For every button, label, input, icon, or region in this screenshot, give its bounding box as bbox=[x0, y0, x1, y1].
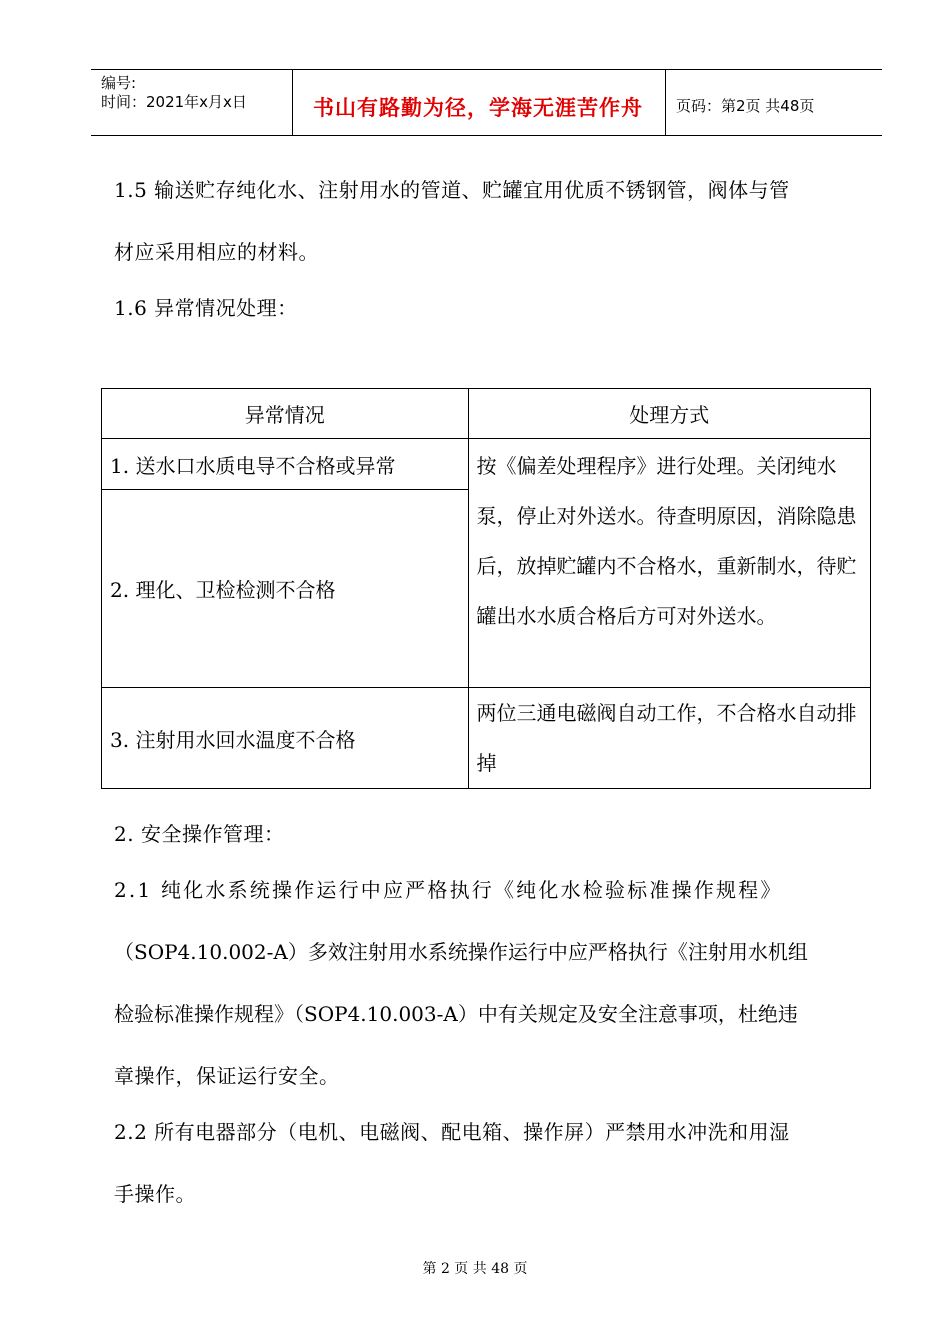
header-divider-left bbox=[292, 69, 293, 136]
section-1-5-line-1: 1.5 输送贮存纯化水、注射用水的管道、贮罐宜用优质不锈钢管，阀体与管 bbox=[114, 178, 790, 202]
action-cell: 两位三通电磁阀自动工作，不合格水自动排掉 bbox=[468, 688, 870, 789]
action-cell-shared: 按《偏差处理程序》进行处理。关闭纯水泵，停止对外送水。待查明原因，消除隐患后，放掉贮罐内不合格水，重新制水，待贮罐出水水质合格后方可对外送水。 bbox=[468, 439, 870, 688]
column-header-situation: 异常情况 bbox=[102, 389, 469, 439]
situation-cell: 1. 送水口水质电导不合格或异常 bbox=[102, 439, 469, 490]
page-label: 页码：第2页 共48页 bbox=[676, 97, 815, 115]
section-2-2-line-2: 手操作。 bbox=[114, 1182, 196, 1206]
section-2-1-line-4: 章操作，保证运行安全。 bbox=[114, 1064, 340, 1088]
section-1-6-heading: 1.6 异常情况处理： bbox=[114, 296, 298, 320]
section-2-2-line-1: 2.2 所有电器部分（电机、电磁阀、配电箱、操作屏）严禁用水冲洗和用湿 bbox=[114, 1120, 790, 1144]
header-bottom-rule bbox=[91, 135, 882, 136]
table-header-row bbox=[102, 389, 871, 439]
header-top-rule bbox=[91, 69, 882, 70]
section-2-1-line-1: 2.1 纯化水系统操作运行中应严格执行《纯化水检验标准操作规程》 bbox=[114, 878, 783, 902]
table-row bbox=[102, 688, 871, 789]
section-2-heading: 2. 安全操作管理： bbox=[114, 822, 285, 846]
section-1-5-line-2: 材应采用相应的材料。 bbox=[114, 240, 319, 264]
abnormal-handling-table bbox=[101, 388, 871, 789]
serial-label: 编号: bbox=[101, 74, 137, 92]
time-label: 时间：2021年x月x日 bbox=[101, 93, 247, 111]
section-2-1-line-2: （SOP4.10.002-A）多效注射用水系统操作运行中应严格执行《注射用水机组 bbox=[114, 940, 808, 964]
column-header-action: 处理方式 bbox=[468, 389, 870, 439]
page-footer: 第 2 页 共 48 页 bbox=[422, 1261, 528, 1277]
situation-cell: 3. 注射用水回水温度不合格 bbox=[102, 688, 469, 789]
section-2-1-line-3: 检验标准操作规程》（SOP4.10.003-A）中有关规定及安全注意事项，杜绝违 bbox=[114, 1002, 798, 1026]
situation-cell: 2. 理化、卫检检测不合格 bbox=[102, 490, 469, 688]
header-divider-right bbox=[665, 69, 666, 136]
header-motto: 书山有路勤为径，学海无涯苦作舟 bbox=[313, 96, 643, 120]
table-row bbox=[102, 439, 871, 490]
